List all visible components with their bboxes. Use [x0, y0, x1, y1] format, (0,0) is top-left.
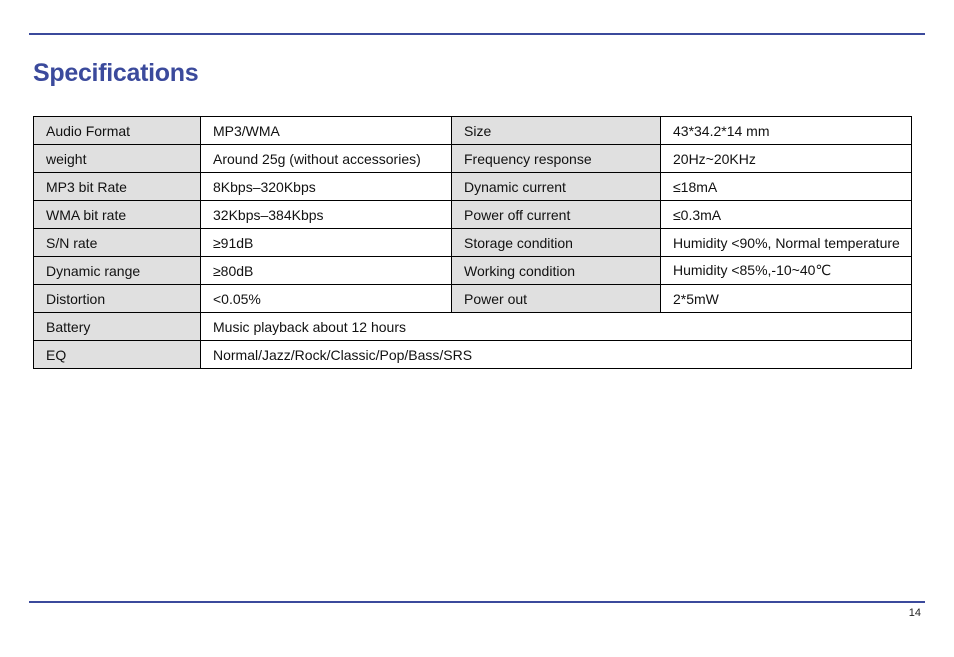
- page-title: Specifications: [33, 59, 199, 87]
- spec-label: Power out: [452, 285, 661, 313]
- spec-label: Working condition: [452, 257, 661, 285]
- table-row: [34, 229, 912, 257]
- table-row: [34, 117, 912, 145]
- spec-label: Power off current: [452, 201, 661, 229]
- spec-label: S/N rate: [34, 229, 201, 257]
- spec-value: Humidity <90%, Normal temperature: [661, 229, 912, 257]
- spec-value: 20Hz~20KHz: [661, 145, 912, 173]
- table-row: [34, 145, 912, 173]
- spec-value: ≥80dB: [201, 257, 452, 285]
- page-number: 14: [908, 607, 921, 619]
- spec-value: Normal/Jazz/Rock/Classic/Pop/Bass/SRS: [201, 341, 912, 369]
- footer-divider: [29, 601, 925, 603]
- spec-value: 32Kbps–384Kbps: [201, 201, 452, 229]
- spec-label: WMA bit rate: [34, 201, 201, 229]
- spec-label: Battery: [34, 313, 201, 341]
- table-row: [34, 285, 912, 313]
- spec-label: Audio Format: [34, 117, 201, 145]
- spec-value: 8Kbps–320Kbps: [201, 173, 452, 201]
- spec-value: <0.05%: [201, 285, 452, 313]
- spec-value: ≤0.3mA: [661, 201, 912, 229]
- table-row: [34, 257, 912, 285]
- spec-label: Frequency response: [452, 145, 661, 173]
- header-divider: [29, 33, 925, 35]
- spec-label: EQ: [34, 341, 201, 369]
- spec-label: Dynamic current: [452, 173, 661, 201]
- spec-value: ≤18mA: [661, 173, 912, 201]
- table-row: [34, 313, 912, 341]
- spec-label: Size: [452, 117, 661, 145]
- spec-value: ≥91dB: [201, 229, 452, 257]
- spec-label: Dynamic range: [34, 257, 201, 285]
- spec-label: Distortion: [34, 285, 201, 313]
- spec-value: Humidity <85%,-10~40℃: [661, 257, 912, 285]
- table-row: [34, 201, 912, 229]
- spec-value: 43*34.2*14 mm: [661, 117, 912, 145]
- spec-label: MP3 bit Rate: [34, 173, 201, 201]
- spec-label: weight: [34, 145, 201, 173]
- spec-value: Music playback about 12 hours: [201, 313, 912, 341]
- spec-value: 2*5mW: [661, 285, 912, 313]
- table-row: [34, 173, 912, 201]
- spec-value: MP3/WMA: [201, 117, 452, 145]
- table-row: [34, 341, 912, 369]
- spec-label: Storage condition: [452, 229, 661, 257]
- specifications-table: [33, 116, 912, 369]
- spec-value: Around 25g (without accessories): [201, 145, 452, 173]
